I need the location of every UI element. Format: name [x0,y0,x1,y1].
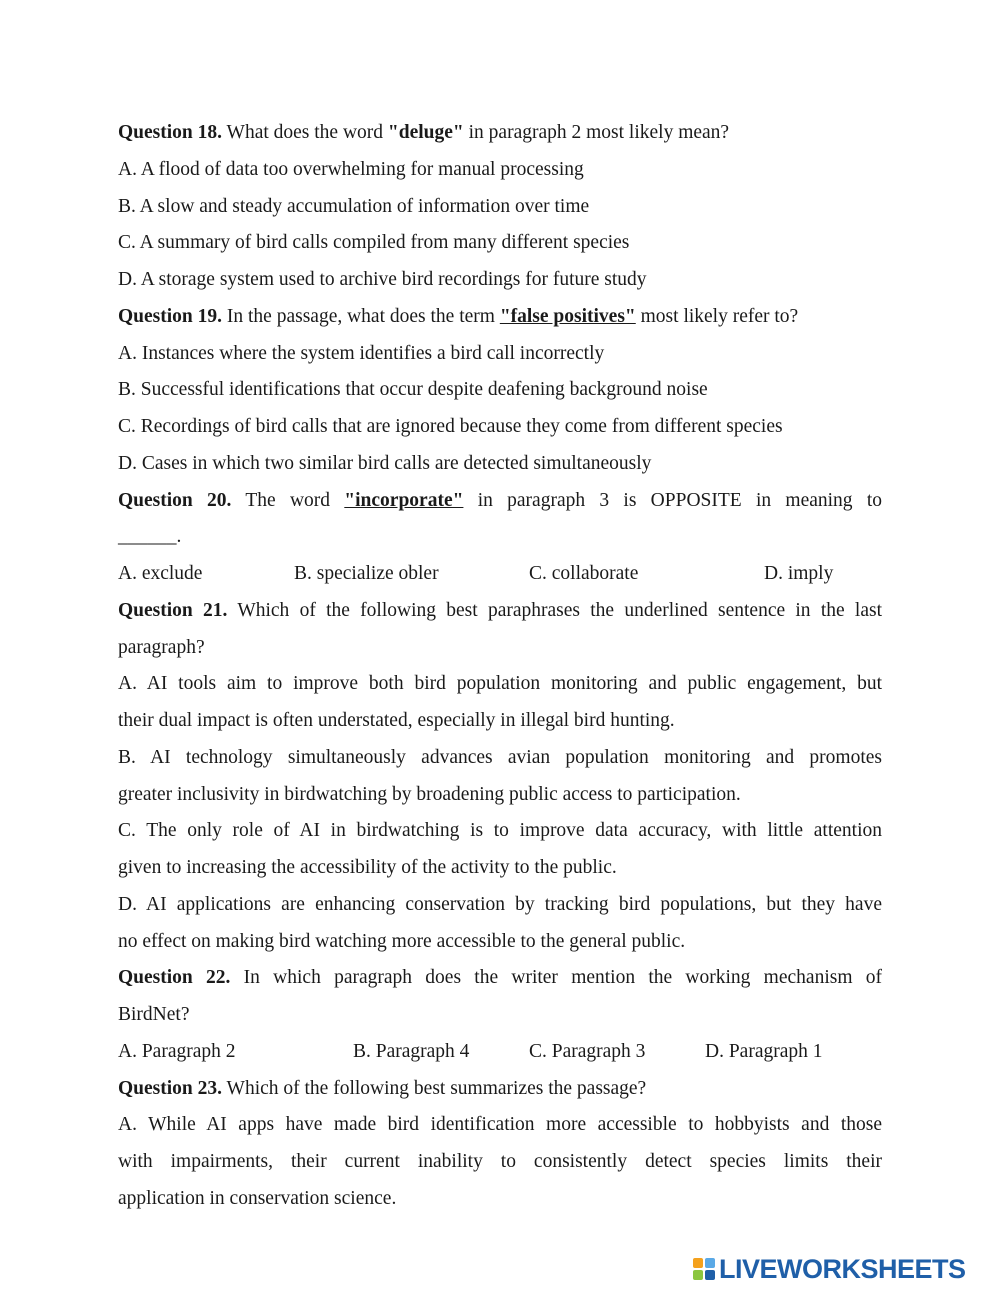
question-number: Question 18. [118,122,223,143]
q21-option-b[interactable]: B. AI technology simultaneously advances avian population monitoring and promotes [118,746,882,768]
q21-option-d[interactable]: D. AI applications are enhancing conservation by tracking bird populations, but they have [118,893,882,915]
logo-square [693,1258,703,1268]
question-22-stem: Question 22. In which paragraph does the writer mention the working mechanism of [118,967,882,989]
q20-options-row [118,556,882,593]
question-19-stem: Question 19. In the passage, what does the term "false positives" most likely refer to? [118,305,799,327]
q21-option-c-cont[interactable]: given to increasing the accessibility of the activity to the public. [118,857,617,878]
question-23-stem: Question 23. Which of the following best summarizes the passage? [118,1077,647,1099]
q23-option-a-cont-2[interactable]: application in conservation science. [118,1187,397,1209]
worksheet-page [118,115,882,1218]
q22-option-d[interactable]: D. Paragraph 1 [705,1040,823,1062]
grid-logo-icon [693,1258,715,1280]
q18-option-b[interactable]: B. A slow and steady accumulation of information over time [118,195,590,217]
q18-option-c[interactable]: C. A summary of bird calls compiled from many different species [118,232,630,254]
underlined-keyword: "false positives" [499,305,636,327]
q21-option-a[interactable]: A. AI tools aim to improve both bird population monitoring and public engagement, but [118,673,882,695]
question-number: Question 19. [118,305,223,327]
q20-option-b[interactable]: B. specialize obler [294,563,439,584]
underlined-keyword: "incorporate" [344,489,464,511]
q22-options-row [118,1034,882,1071]
q23-option-a-cont[interactable]: with impairments, their current inability to consistently detect species limits their [118,1151,882,1172]
logo-square [693,1270,703,1280]
q18-option-d[interactable]: D. A storage system used to archive bird recordings for future study [118,269,647,290]
question-number: Question 22. [118,967,231,989]
liveworksheets-logo [693,1254,966,1284]
q23-option-a[interactable]: A. While AI apps have made bird identification more accessible to hobbyists and those [118,1114,882,1136]
q20-option-a[interactable]: A. exclude [118,563,203,584]
q21-option-b-cont[interactable]: greater inclusivity in birdwatching by broadening public access to participation. [118,783,741,805]
q20-option-d[interactable]: D. imply [764,563,834,584]
q19-option-d[interactable]: D. Cases in which two similar bird calls are detected simultaneously [118,452,652,474]
question-20-stem: Question 20. The word "incorporate" in paragraph 3 is OPPOSITE in meaning to [118,489,883,511]
question-number: Question 21. [118,599,228,621]
q19-option-a[interactable]: A. Instances where the system identifies a bird call incorrectly [118,342,605,364]
q21-option-c[interactable]: C. The only role of AI in birdwatching is to improve data accuracy, with little attention [118,820,882,842]
question-21-stem-cont: paragraph? [118,636,205,658]
q20-option-c[interactable]: C. collaborate [529,563,639,584]
q19-option-c[interactable]: C. Recordings of bird calls that are ignored because they come from different species [118,416,783,437]
logo-square [705,1258,715,1268]
q19-option-b[interactable]: B. Successful identifications that occur despite deafening background noise [118,379,708,401]
q21-option-a-cont[interactable]: their dual impact is often understated, especially in illegal bird hunting. [118,710,675,731]
q22-option-b[interactable]: B. Paragraph 4 [353,1040,470,1062]
question-number: Question 23. [118,1077,223,1099]
answer-blank: ______. [118,526,182,548]
q22-option-c[interactable]: C. Paragraph 3 [529,1040,646,1062]
question-21-stem: Question 21. Which of the following best paraphrases the underlined sentence in the last [118,599,882,621]
logo-square [705,1270,715,1280]
logo-text: LIVEWORKSHEETS [719,1253,966,1284]
question-22-stem-cont: BirdNet? [118,1004,190,1025]
q22-option-a[interactable]: A. Paragraph 2 [118,1040,236,1062]
question-18-stem: Question 18. What does the word "deluge" in paragraph 2 most likely mean? [118,122,730,143]
q18-option-a[interactable]: A. A flood of data too overwhelming for manual processing [118,158,584,180]
question-number: Question 20. [118,489,232,511]
keyword: "deluge" [387,122,464,143]
q21-option-d-cont[interactable]: no effect on making bird watching more accessible to the general public. [118,930,686,952]
